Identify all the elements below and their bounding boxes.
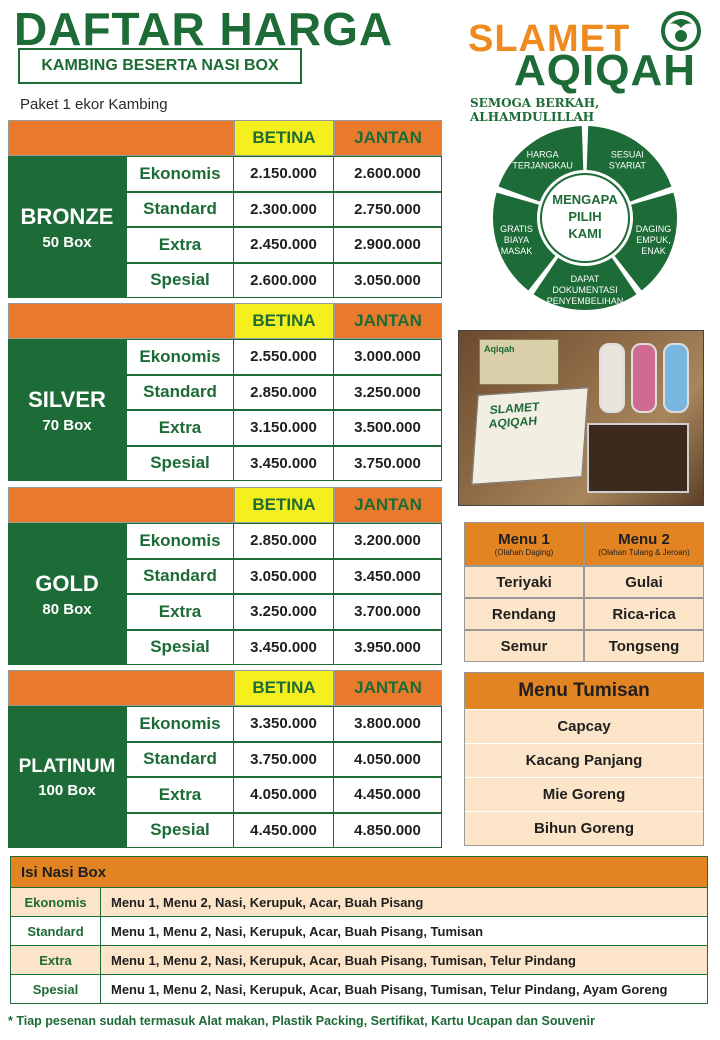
menu-row: [464, 566, 704, 598]
bottle-pink: [631, 343, 657, 413]
why-segment-line: PENYEMBELIHAN: [546, 296, 624, 306]
package-label: [8, 706, 126, 848]
jantan-header: JANTAN: [334, 120, 442, 156]
price-jantan: 3.050.000: [334, 263, 442, 299]
price-row: [126, 339, 442, 375]
price-row: [126, 559, 442, 595]
menu1-header: [464, 522, 584, 566]
why-center-line: MENGAPA: [552, 192, 618, 207]
package-rows: [126, 339, 442, 481]
why-segment-line: DAGING: [635, 224, 672, 235]
price-row: [126, 375, 442, 411]
price-jantan: 3.200.000: [334, 523, 442, 559]
why-segment-line: DOKUMENTASI: [552, 285, 618, 295]
price-row: [126, 630, 442, 666]
isi-content: Menu 1, Menu 2, Nasi, Kerupuk, Acar, Buah Pisang, Tumisan, Telur Pindang: [111, 952, 576, 968]
menu1-item: Rendang: [464, 598, 584, 630]
footnote: * Tiap pesenan sudah termasuk Alat makan, Plastik Packing, Sertifikat, Kartu Ucapan dan Souvenir: [8, 1014, 595, 1028]
isi-tier: Extra: [11, 946, 101, 974]
tier-label: Extra: [126, 777, 234, 813]
price-betina: 3.050.000: [234, 559, 334, 595]
tier-label: Spesial: [126, 446, 234, 482]
why-segment-line: MASAK: [500, 246, 533, 257]
package-rows: [126, 523, 442, 665]
tier-label: Extra: [126, 594, 234, 630]
price-betina: 2.150.000: [234, 156, 334, 192]
package-label: [8, 339, 126, 481]
price-row: [126, 227, 442, 263]
tumisan-title: Menu Tumisan: [465, 673, 703, 709]
package-box-count: 50 Box: [42, 233, 92, 251]
price-jantan: 3.800.000: [334, 706, 442, 742]
why-segment-label: [500, 224, 533, 256]
isi-tier: Ekonomis: [11, 888, 101, 916]
header-spacer: [8, 120, 234, 156]
price-row: [126, 742, 442, 778]
package-box-count: 80 Box: [42, 600, 92, 618]
menu1-item: Semur: [464, 630, 584, 662]
price-jantan: 4.850.000: [334, 813, 442, 849]
package-name: BRONZE: [20, 203, 114, 229]
isi-title: Isi Nasi Box: [11, 857, 707, 887]
price-jantan: 3.700.000: [334, 594, 442, 630]
price-row: [126, 523, 442, 559]
tumisan-table: [464, 672, 704, 846]
tier-label: Standard: [126, 559, 234, 595]
why-segment-line: SESUAI: [610, 149, 644, 160]
menu-row: [464, 630, 704, 662]
menu1-title: Menu 1: [498, 531, 550, 548]
isi-content: Menu 1, Menu 2, Nasi, Kerupuk, Acar, Buah Pisang, Tumisan, Telur Pindang, Ayam Goreng: [111, 981, 668, 997]
isi-row: [11, 916, 707, 945]
why-segment-line: TERJANGKAU: [512, 160, 573, 171]
why-segment-line: ENAK: [641, 246, 666, 257]
price-row: [126, 813, 442, 849]
package-name: GOLD: [35, 570, 99, 596]
why-segment-line: BIAYA: [503, 235, 530, 246]
price-jantan: 2.600.000: [334, 156, 442, 192]
bottle-white: [599, 343, 625, 413]
price-jantan: 2.750.000: [334, 192, 442, 228]
price-jantan: 2.900.000: [334, 227, 442, 263]
tier-label: Spesial: [126, 630, 234, 666]
tier-label: Extra: [126, 410, 234, 446]
header-spacer: [8, 670, 234, 706]
why-segment-label: [609, 149, 647, 170]
logo-slamet-text: SLAMET: [468, 18, 631, 60]
tumisan-item: Bihun Goreng: [465, 811, 703, 845]
logo-aqiqah-text: AQIQAH: [514, 46, 696, 95]
package-header: [8, 487, 442, 523]
food-tray: [587, 423, 689, 493]
product-photo: [458, 330, 704, 506]
isi-tier: Standard: [11, 917, 101, 945]
menu-row: [464, 598, 704, 630]
price-jantan: 3.250.000: [334, 375, 442, 411]
price-jantan: 4.050.000: [334, 742, 442, 778]
jantan-header: JANTAN: [334, 303, 442, 339]
price-row: [126, 192, 442, 228]
package-rows: [126, 706, 442, 848]
menu2-item: Tongseng: [584, 630, 704, 662]
price-betina: 3.150.000: [234, 410, 334, 446]
why-choose-us-diagram: [480, 122, 690, 312]
header-spacer: [8, 487, 234, 523]
tier-label: Standard: [126, 192, 234, 228]
tumisan-item: Mie Goreng: [465, 777, 703, 811]
isi-content: Menu 1, Menu 2, Nasi, Kerupuk, Acar, Buah Pisang: [111, 894, 424, 910]
betina-header: BETINA: [234, 303, 334, 339]
price-jantan: 3.750.000: [334, 446, 442, 482]
price-betina: 2.450.000: [234, 227, 334, 263]
bottle-blue: [663, 343, 689, 413]
menu2-item: Gulai: [584, 566, 704, 598]
tier-label: Ekonomis: [126, 339, 234, 375]
betina-header: BETINA: [234, 487, 334, 523]
menu1-subtitle: (Olahan Daging): [494, 548, 554, 557]
isi-nasi-box-table: [10, 856, 708, 1004]
tier-label: Ekonomis: [126, 706, 234, 742]
package-name: PLATINUM: [18, 755, 116, 777]
logo-tagline: SEMOGA BERKAH, ALHAMDULILLAH: [470, 96, 600, 124]
menu2-header: [584, 522, 704, 566]
price-betina: 2.850.000: [234, 523, 334, 559]
package-header: [8, 303, 442, 339]
tier-label: Extra: [126, 227, 234, 263]
price-betina: 4.450.000: [234, 813, 334, 849]
package-header: [8, 120, 442, 156]
menu-header: [464, 522, 704, 566]
price-row: [126, 706, 442, 742]
price-row: [126, 156, 442, 192]
tier-label: Spesial: [126, 813, 234, 849]
isi-content: Menu 1, Menu 2, Nasi, Kerupuk, Acar, Buah Pisang, Tumisan: [111, 923, 484, 939]
why-segment-line: GRATIS: [500, 224, 533, 235]
price-betina: 2.550.000: [234, 339, 334, 375]
package-header: [8, 670, 442, 706]
page-subtitle: KAMBING BESERTA NASI BOX: [18, 48, 302, 84]
tier-label: Standard: [126, 742, 234, 778]
jantan-header: JANTAN: [334, 670, 442, 706]
price-betina: 3.450.000: [234, 630, 334, 666]
price-betina: 2.850.000: [234, 375, 334, 411]
price-betina: 4.050.000: [234, 777, 334, 813]
book-title: SLAMET AQIQAH: [488, 399, 540, 431]
price-jantan: 3.500.000: [334, 410, 442, 446]
price-row: [126, 446, 442, 482]
isi-row: [11, 945, 707, 974]
package-box-count: 100 Box: [38, 781, 96, 799]
price-betina: 3.750.000: [234, 742, 334, 778]
why-segment-line: HARGA: [526, 149, 559, 160]
package-label: [8, 523, 126, 665]
page-title: DAFTAR HARGA: [14, 3, 394, 55]
menu-table: [464, 522, 704, 662]
jantan-header: JANTAN: [334, 487, 442, 523]
why-segment-line: DAPAT: [570, 274, 600, 284]
tier-label: Standard: [126, 375, 234, 411]
tumisan-item: Kacang Panjang: [465, 743, 703, 777]
price-jantan: 3.000.000: [334, 339, 442, 375]
package-rows: [126, 156, 442, 298]
paket-label: Paket 1 ekor Kambing: [20, 96, 168, 113]
price-betina: 3.450.000: [234, 446, 334, 482]
price-jantan: 3.450.000: [334, 559, 442, 595]
price-jantan: 4.450.000: [334, 777, 442, 813]
tumisan-item: Capcay: [465, 709, 703, 743]
isi-row: [11, 974, 707, 1003]
why-center-line: PILIH: [568, 209, 602, 224]
why-segment-line: EMPUK,: [636, 235, 671, 246]
betina-header: BETINA: [234, 120, 334, 156]
package-name: SILVER: [28, 386, 106, 412]
isi-tier: Spesial: [11, 975, 101, 1003]
price-betina: 2.300.000: [234, 192, 334, 228]
price-betina: 3.350.000: [234, 706, 334, 742]
why-center-line: KAMI: [568, 226, 602, 241]
price-row: [126, 777, 442, 813]
menu2-title: Menu 2: [618, 531, 670, 548]
brand-logo: [466, 6, 714, 124]
price-row: [126, 263, 442, 299]
price-jantan: 3.950.000: [334, 630, 442, 666]
tier-label: Ekonomis: [126, 523, 234, 559]
photo-card: Aqiqah: [479, 339, 559, 385]
menu2-subtitle: (Olahan Tulang & Jeroan): [598, 548, 690, 557]
photo-book: [471, 387, 588, 484]
price-betina: 2.600.000: [234, 263, 334, 299]
price-row: [126, 410, 442, 446]
betina-header: BETINA: [234, 670, 334, 706]
why-segment-line: SYARIAT: [608, 160, 646, 171]
price-betina: 3.250.000: [234, 594, 334, 630]
price-row: [126, 594, 442, 630]
isi-row: [11, 887, 707, 916]
tier-label: Ekonomis: [126, 156, 234, 192]
menu1-item: Teriyaki: [464, 566, 584, 598]
header-spacer: [8, 303, 234, 339]
menu2-item: Rica-rica: [584, 598, 704, 630]
tier-label: Spesial: [126, 263, 234, 299]
package-label: [8, 156, 126, 298]
package-box-count: 70 Box: [42, 416, 92, 434]
